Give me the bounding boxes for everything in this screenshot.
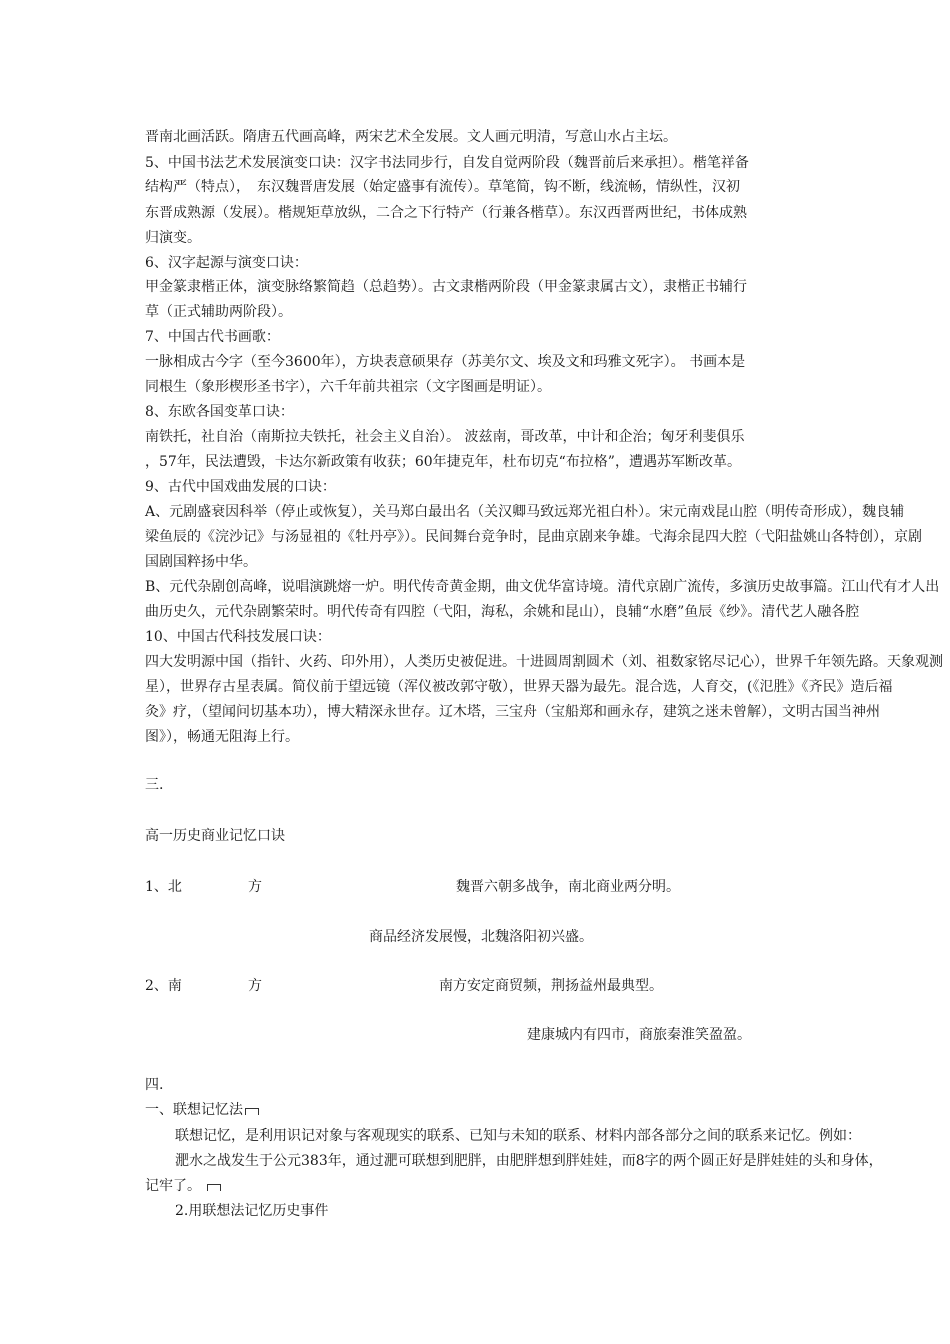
- text-line: 一脉相成古今字（至今3600年），方块表意硕果存（苏美尔文、埃及文和玛雅文死字）。 书画本是: [145, 354, 746, 370]
- subsection-item: 2.用联想法记忆历史事件: [175, 1203, 329, 1219]
- paragraph-line: 淝水之战发生于公元383年，通过淝可联想到肥胖，由肥胖想到胖娃娃，而8字的两个圆正好是胖娃娃的头和身体，: [175, 1153, 883, 1169]
- text-line: 同根生（象形楔形圣书字），六千年前共祖宗（文字图画是明证）。: [145, 379, 551, 395]
- text-line: 甲金篆隶楷正体，演变脉络繁简趋（总趋势）。古文隶楷两阶段（甲金篆隶属古文），隶楷正书辅行: [145, 279, 747, 295]
- text-line: 东晋成熟源（发展）。楷规矩草放纵，二合之下行特产（行兼各楷草）。东汉西晋两世纪，书体成熟: [145, 205, 747, 221]
- text-line: 10、中国古代科技发展口诀：: [145, 629, 331, 645]
- verse-line: 南方安定商贸频，荆扬益州最典型。: [439, 978, 663, 994]
- text-line: 灸》疗，（望闻问切基本功），博大精深永世存。辽木塔，三宝舟（宝船郑和画永存，建筑之迷未曾解），文明古国当神州: [145, 704, 880, 720]
- subsection-heading: [145, 1100, 259, 1120]
- text-line: 南铁托，社自治（南斯拉夫铁托，社会主义自治）。 波兹南，哥改革，中计和企治；匈牙利斐俱乐: [145, 429, 745, 445]
- list-item-number: 2、南: [145, 978, 182, 994]
- text-line: 星），世界存古星表属。简仪前于望远镜（浑仪被改郭守敬），世界天器为最先。混合选，人育交，(《氾胜》《齐民》造后福: [145, 679, 893, 695]
- verse-line: 商品经济发展慢，北魏洛阳初兴盛。: [369, 929, 593, 945]
- section-marker: 四.: [145, 1077, 164, 1093]
- paragraph-mark-icon: [245, 1108, 259, 1115]
- paragraph-mark-icon: [207, 1184, 221, 1191]
- text-line: 曲历史久，元代杂剧繁荣时。明代传奇有四腔（弋阳，海私，余姚和昆山），良辅“水磨”鱼辰《纱》。清代艺人融各腔: [145, 604, 860, 620]
- verse-line: 魏晋六朝多战争，南北商业两分明。: [456, 879, 680, 895]
- text-line: 草（正式辅助两阶段）。: [145, 304, 292, 320]
- text-line: ，57年，民法遭毁，卡达尔新政策有收获；60年捷克年，杜布切克“布拉格”，遭遇苏军断改革。: [145, 454, 741, 470]
- text-line: B、元代杂剧创高峰，说唱演跳熔一炉。明代传奇黄金期，曲文优华富诗境。清代京剧广流传，多演历史故事篇。江山代有才人出: [145, 579, 940, 595]
- text-line: A、元剧盛衰因科举（停止或恢复），关马郑白最出名（关汉卿马致远郑光祖白朴）。宋元南戏昆山腔（明传奇形成），魏良辅: [145, 504, 905, 520]
- list-item-number: 1、北: [145, 879, 182, 895]
- text-line: 7、中国古代书画歌：: [145, 329, 280, 345]
- verse-line: 建康城内有四市，商旅秦淮笑盈盈。: [527, 1027, 751, 1043]
- paragraph-line-text: 记牢了。: [145, 1178, 201, 1194]
- text-line: 图》），畅通无阻海上行。: [145, 729, 299, 745]
- paragraph-line: [145, 1176, 221, 1196]
- text-line: 晋南北画活跃。隋唐五代画高峰，两宋艺术全发展。文人画元明清，写意山水占主坛。: [145, 129, 677, 145]
- text-line: 6、汉字起源与演变口诀：: [145, 255, 308, 271]
- paragraph-line: 联想记忆，是利用识记对象与客观现实的联系、已知与未知的联系、材料内部各部分之间的联系来记忆。例如：: [175, 1128, 861, 1144]
- text-line: 归演变。: [145, 230, 201, 246]
- text-line: 结构严（特点）， 东汉魏晋唐发展（始定盛事有流传）。草笔简，钩不断，线流畅，情纵性，汉初: [145, 179, 740, 195]
- text-line: 8、东欧各国变革口诀：: [145, 404, 294, 420]
- text-line: 9、古代中国戏曲发展的口诀：: [145, 479, 336, 495]
- text-line: 5、中国书法艺术发展演变口诀：汉字书法同步行，自发自觉两阶段（魏晋前后来承担）。楷笔祥备: [145, 155, 749, 171]
- list-item-label: 方: [248, 879, 262, 895]
- list-item-label: 方: [248, 978, 262, 994]
- text-line: 四大发明源中国（指针、火药、印外用），人类历史被促进。十进圆周割圆术（刘、祖数家铭尽记心），世界千年领先路。天象观测: [145, 654, 943, 670]
- text-line: 梁鱼辰的《浣沙记》与汤显祖的《牡丹亭》）。民间舞台竞争时，昆曲京剧来争雄。弋海余昆四大腔（弋阳盐姚山各特创），京剧: [145, 529, 922, 545]
- section-title: 高一历史商业记忆口诀: [145, 828, 285, 844]
- text-line: 国剧国粹扬中华。: [145, 554, 257, 570]
- subsection-heading-text: 一、联想记忆法: [145, 1102, 243, 1118]
- section-marker: 三.: [145, 777, 164, 793]
